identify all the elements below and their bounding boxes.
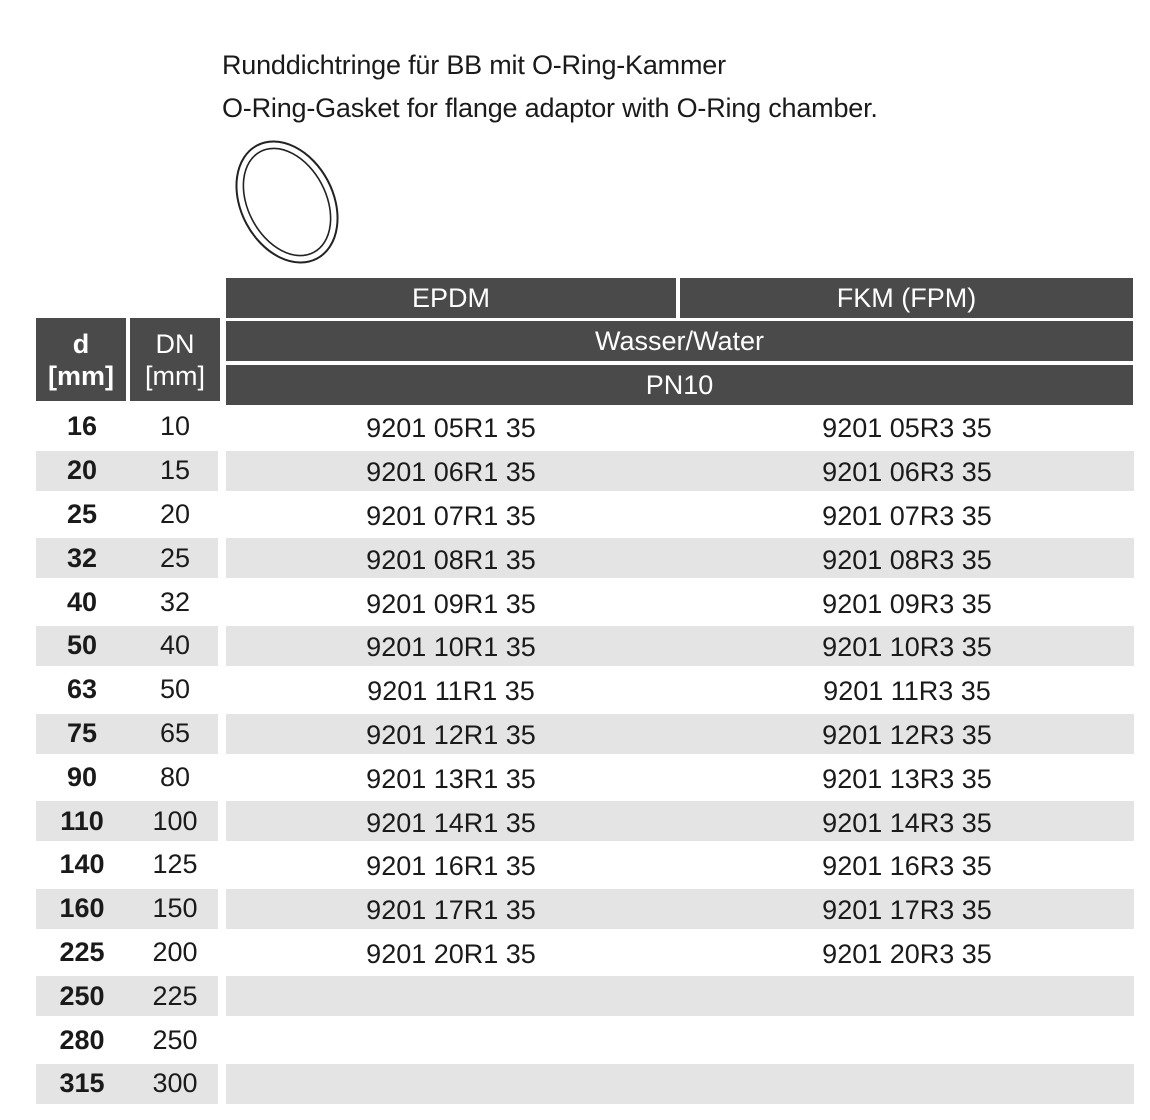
cell-epdm-article: 9201 20R1 35 <box>366 938 536 969</box>
cell-d: 50 <box>66 630 98 661</box>
cell-d: 20 <box>66 455 98 486</box>
cell-dn: 200 <box>152 936 198 967</box>
cell-dn: 20 <box>159 498 191 529</box>
cell-d: 40 <box>66 586 98 617</box>
header-pressure: PN10 <box>226 365 1133 405</box>
cell-fkm-article: 9201 08R3 35 <box>822 544 992 575</box>
header-fkm: FKM (FPM) <box>680 278 1133 318</box>
cell-dn: 50 <box>159 674 191 705</box>
cell-dn: 80 <box>159 761 191 792</box>
cell-fkm-article: 9201 17R3 35 <box>822 895 992 926</box>
cell-fkm-article: 9201 05R3 35 <box>822 413 992 444</box>
cell-d: 140 <box>59 849 105 880</box>
cell-dn: 40 <box>159 630 191 661</box>
header-dn-unit: [mm] <box>145 360 205 391</box>
cell-epdm-article: 9201 14R1 35 <box>366 807 536 838</box>
cell-epdm-article <box>226 976 676 1020</box>
header-epdm: EPDM <box>226 278 676 318</box>
cell-fkm-article <box>680 1020 1134 1064</box>
cell-dn: 25 <box>159 542 191 573</box>
cell-dn: 150 <box>152 893 198 924</box>
table-row <box>36 668 1136 712</box>
cell-fkm-article: 9201 11R3 35 <box>823 676 991 707</box>
table-row <box>36 843 1136 887</box>
cell-d: 25 <box>66 498 98 529</box>
cell-epdm-article: 9201 11R1 35 <box>367 676 535 707</box>
cell-dn: 225 <box>152 980 198 1011</box>
cell-d: 250 <box>59 980 105 1011</box>
cell-d: 32 <box>66 542 98 573</box>
table-row <box>36 624 1136 668</box>
cell-epdm-article: 9201 05R1 35 <box>366 413 536 444</box>
table-row <box>36 449 1136 493</box>
cell-d: 315 <box>59 1068 105 1099</box>
cell-dn: 250 <box>152 1024 198 1055</box>
cell-epdm-article <box>226 1064 676 1108</box>
cell-dn: 300 <box>152 1068 198 1099</box>
header-d-label: d <box>72 328 90 359</box>
table-row <box>36 493 1136 537</box>
cell-epdm-article: 9201 10R1 35 <box>366 632 536 663</box>
cell-epdm-article: 9201 13R1 35 <box>366 763 536 794</box>
cell-d: 280 <box>59 1024 105 1055</box>
cell-fkm-article: 9201 07R3 35 <box>822 500 992 531</box>
table-row <box>36 1062 1136 1106</box>
cell-d: 110 <box>60 805 104 836</box>
cell-fkm-article <box>680 976 1134 1020</box>
cell-fkm-article: 9201 09R3 35 <box>822 588 992 619</box>
table-row <box>36 755 1136 799</box>
cell-fkm-article: 9201 12R3 35 <box>822 719 992 750</box>
cell-d: 63 <box>66 674 98 705</box>
cell-dn: 15 <box>159 455 191 486</box>
table-row <box>36 1018 1136 1062</box>
cell-d: 160 <box>59 893 105 924</box>
header-medium: Wasser/Water <box>226 321 1133 361</box>
title-german: Runddichtringe für BB mit O-Ring-Kammer <box>222 50 726 80</box>
cell-dn: 65 <box>159 717 191 748</box>
cell-epdm-article: 9201 08R1 35 <box>366 544 536 575</box>
header-d-unit: [mm] <box>48 360 114 391</box>
cell-dn: 10 <box>159 411 191 442</box>
cell-fkm-article: 9201 14R3 35 <box>822 807 992 838</box>
cell-d: 75 <box>66 717 98 748</box>
title-english: O-Ring-Gasket for flange adaptor with O-Ring chamber. <box>222 93 878 123</box>
cell-dn: 100 <box>152 805 198 836</box>
cell-epdm-article: 9201 16R1 35 <box>366 851 536 882</box>
cell-epdm-article: 9201 06R1 35 <box>366 457 536 488</box>
cell-fkm-article: 9201 16R3 35 <box>822 851 992 882</box>
o-ring-icon <box>222 134 352 270</box>
cell-d: 225 <box>59 936 105 967</box>
cell-epdm-article: 9201 17R1 35 <box>366 895 536 926</box>
table-row <box>36 536 1136 580</box>
cell-dn: 125 <box>152 849 198 880</box>
cell-epdm-article <box>226 1020 676 1064</box>
table-row <box>36 974 1136 1018</box>
table-row <box>36 712 1136 756</box>
cell-fkm-article: 9201 13R3 35 <box>822 763 992 794</box>
cell-d: 90 <box>66 761 98 792</box>
table-row <box>36 931 1136 975</box>
cell-fkm-article <box>680 1064 1134 1108</box>
header-d <box>36 318 126 401</box>
table-row <box>36 887 1136 931</box>
cell-fkm-article: 9201 20R3 35 <box>822 938 992 969</box>
table-row <box>36 405 1136 449</box>
cell-d: 16 <box>66 411 98 442</box>
cell-dn: 32 <box>159 586 191 617</box>
table-body <box>36 405 1136 1106</box>
header-dn <box>130 318 220 401</box>
table-row <box>36 799 1136 843</box>
table-row <box>36 580 1136 624</box>
cell-fkm-article: 9201 06R3 35 <box>822 457 992 488</box>
cell-fkm-article: 9201 10R3 35 <box>822 632 992 663</box>
title-block <box>222 44 878 130</box>
cell-epdm-article: 9201 07R1 35 <box>366 500 536 531</box>
cell-epdm-article: 9201 12R1 35 <box>366 719 536 750</box>
header-dn-label: DN <box>155 328 195 359</box>
cell-epdm-article: 9201 09R1 35 <box>366 588 536 619</box>
